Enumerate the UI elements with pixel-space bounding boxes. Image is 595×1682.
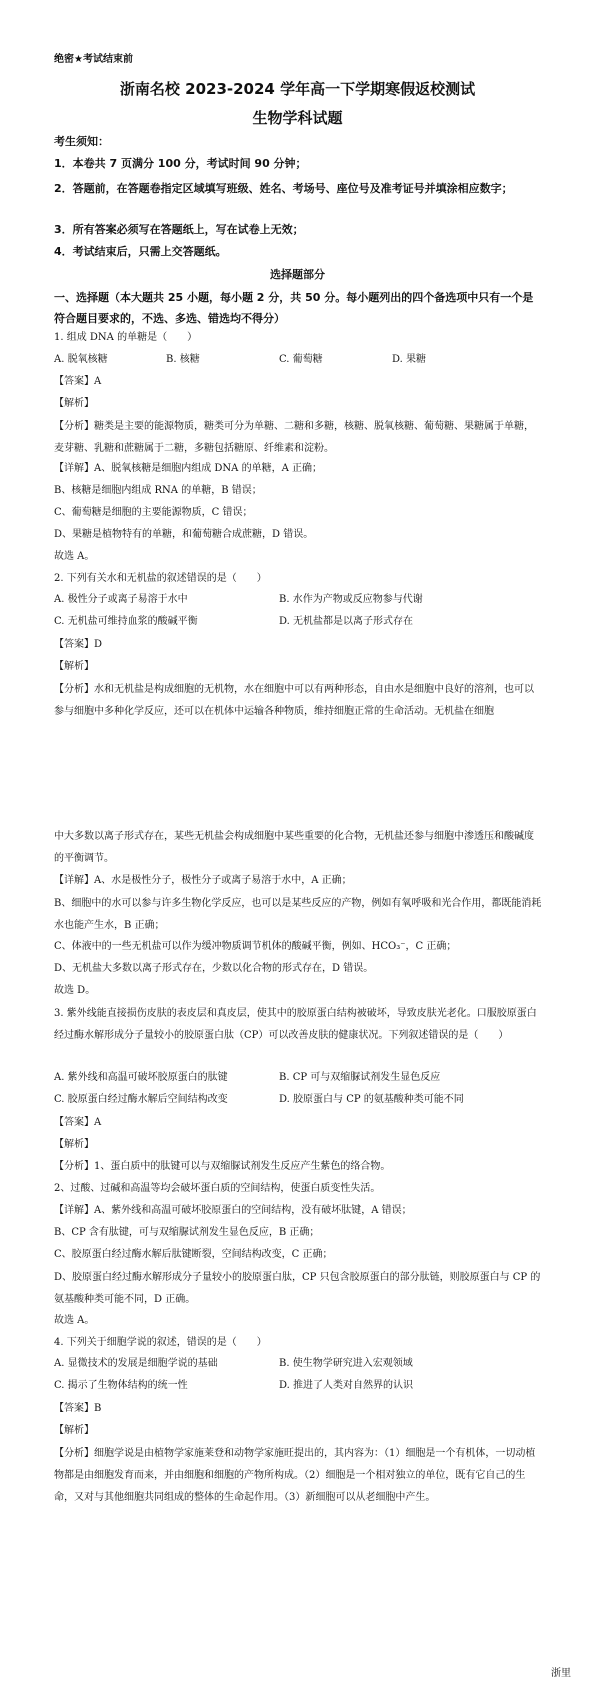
option-d: D. 果糖 [392,354,427,365]
analysis: 2、过酸、过碱和高温等均会破坏蛋白质的空间结构，使蛋白质变性失活。 [54,1183,381,1194]
footer-watermark: 浙里 [551,1668,571,1679]
exam-title: 浙南名校 2023-2024 学年高一下学期寒假返校测试 [119,80,476,98]
question-stem: 2. 下列有关水和无机盐的叙述错误的是（ ） [54,573,267,584]
option-a: A. 极性分子或离子易溶于水中 [54,594,188,605]
option-b: B. CP 可与双缩脲试剂发生显色反应 [279,1072,441,1083]
analysis: 【分析】细胞学说是由植物学家施莱登和动物学家施旺提出的，其内容为：（1）细胞是一个有机体，一切动植物都是由细胞发育而来，并由细胞和细胞的产物所构成。（2）细胞是一个相对独立的单位，既有它自己的生命，又对与其他细胞共同组成的整体的生命起作用。（3）新细胞可以从老细胞中产生。 [54,1448,536,1503]
question-stem: 4. 下列关于细胞学说的叙述，错误的是（ ） [54,1337,267,1348]
option-d: D. 无机盐都是以离子形式存在 [279,616,414,627]
analysis: 【分析】1、蛋白质中的肽键可以与双缩脲试剂发生反应产生紫色的络合物。 [54,1161,391,1172]
analysis: 【分析】水和无机盐是构成细胞的无机物，水在细胞中可以有两种形态，自由水是细胞中良好的溶剂，也可以参与细胞中多种化学反应，还可以在机体中运输各种物质，维持细胞正常的生命活动。无机盐在细胞 [54,684,534,717]
option-d: D. 胶原蛋白与 CP 的氨基酸种类可能不同 [279,1094,464,1105]
option-c: C. 无机盐可维持血浆的酸碱平衡 [54,616,198,627]
option-d: D. 推进了人类对自然界的认识 [279,1380,414,1391]
notice-heading: 考生须知： [54,135,109,148]
detail-line: 【详解】A、脱氧核糖是细胞内组成 DNA 的单糖，A 正确； [54,463,322,474]
analysis-continued: 中大多数以离子形式存在，某些无机盐会构成细胞中某些重要的化合物，无机盐还参与细胞中渗透压和酸碱度的平衡调节。 [54,831,534,864]
detail-line: B、核糖是细胞内组成 RNA 的单糖，B 错误； [54,485,262,496]
detail-line: 【详解】A、水是极性分子，极性分子或离子易溶于水中，A 正确； [54,875,352,886]
detail-line: D、无机盐大多数以离子形式存在，少数以化合物的形式存在，D 错误。 [54,963,374,974]
detail-line: B、CP 含有肽键，可与双缩脲试剂发生显色反应，B 正确； [54,1227,320,1238]
detail-line: 【详解】A、紫外线和高温可破坏胶原蛋白的空间结构，没有破坏肽键，A 错误； [54,1205,412,1216]
jiexi-label: 【解析】 [54,1425,94,1436]
detail-line: C、胶原蛋白经过酶水解后肽键断裂，空间结构改变，C 正确； [54,1249,333,1260]
detail-line: B、细胞中的水可以参与许多生物化学反应，也可以是某些反应的产物，例如有氧呼吸和光合作用，都既能消耗水也能产生水，B 正确； [54,898,542,931]
option-a: A. 紫外线和高温可破坏胶原蛋白的肽键 [54,1072,228,1083]
option-b: B. 核糖 [166,354,200,365]
detail-line: D、果糖是植物特有的单糖，和葡萄糖合成蔗糖，D 错误。 [54,529,314,540]
notice-item: 2．答题前，在答题卷指定区域填写班级、姓名、考场号、座位号及准考证号并填涂相应数字； [54,182,513,195]
exam-subtitle: 生物学科试题 [252,109,343,127]
secret-label: 绝密★考试结束前 [54,54,133,65]
detail-line: 故选 A。 [54,551,95,562]
answer: 【答案】A [54,376,102,387]
option-c: C. 揭示了生物体结构的统一性 [54,1380,188,1391]
option-a: A. 脱氧核糖 [54,354,108,365]
detail-line: 故选 A。 [54,1315,95,1326]
detail-line: 故选 D。 [54,985,96,996]
answer: 【答案】D [54,639,103,650]
section-title: 选择题部分 [270,268,325,281]
notice-item: 3．所有答案必须写在答题纸上，写在试卷上无效； [54,223,304,236]
option-c: C. 胶原蛋白经过酶水解后空间结构改变 [54,1094,228,1105]
option-b: B. 使生物学研究进入宏观领域 [279,1358,413,1369]
notice-item: 1．本卷共 7 页满分 100 分，考试时间 90 分钟； [54,157,307,170]
option-b: B. 水作为产物或反应物参与代谢 [279,594,423,605]
option-c: C. 葡萄糖 [279,354,323,365]
answer: 【答案】B [54,1403,102,1414]
question-stem: 1. 组成 DNA 的单糖是（ ） [54,332,198,343]
jiexi-label: 【解析】 [54,398,94,409]
option-a: A. 显微技术的发展是细胞学说的基础 [54,1358,218,1369]
section-intro: 一、选择题（本大题共 25 小题，每小题 2 分，共 50 分。每小题列出的四个备选项中只有一个是符合题目要求的，不选、多选、错选均不得分） [54,291,534,325]
detail-line: D、胶原蛋白经过酶水解形成分子量较小的胶原蛋白肽，CP 只包含胶原蛋白的部分肽链，则胶原蛋白与 CP 的氨基酸种类可能不同，D 正确。 [54,1272,541,1305]
analysis: 【分析】糖类是主要的能源物质，糖类可分为单糖、二糖和多糖，核糖、脱氧核糖、葡萄糖、果糖属于单糖，麦芽糖、乳糖和蔗糖属于二糖，多糖包括糖原、纤维素和淀粉。 [54,421,534,454]
notice-item: 4．考试结束后，只需上交答题纸。 [54,245,227,258]
detail-line: C、葡萄糖是细胞的主要能源物质，C 错误； [54,507,253,518]
jiexi-label: 【解析】 [54,661,94,672]
question-stem: 3. 紫外线能直接损伤皮肤的表皮层和真皮层，使其中的胶原蛋白结构被破坏，导致皮肤光老化。口服胶原蛋白经过酶水解形成分子量较小的胶原蛋白肽（CP）可以改善皮肤的健康状况。下列叙述错误的是（ ） [54,1008,537,1041]
detail-line: C、体液中的一些无机盐可以作为缓冲物质调节机体的酸碱平衡，例如、HCO₃⁻，C 正确； [54,941,457,952]
jiexi-label: 【解析】 [54,1139,94,1150]
answer: 【答案】A [54,1117,102,1128]
